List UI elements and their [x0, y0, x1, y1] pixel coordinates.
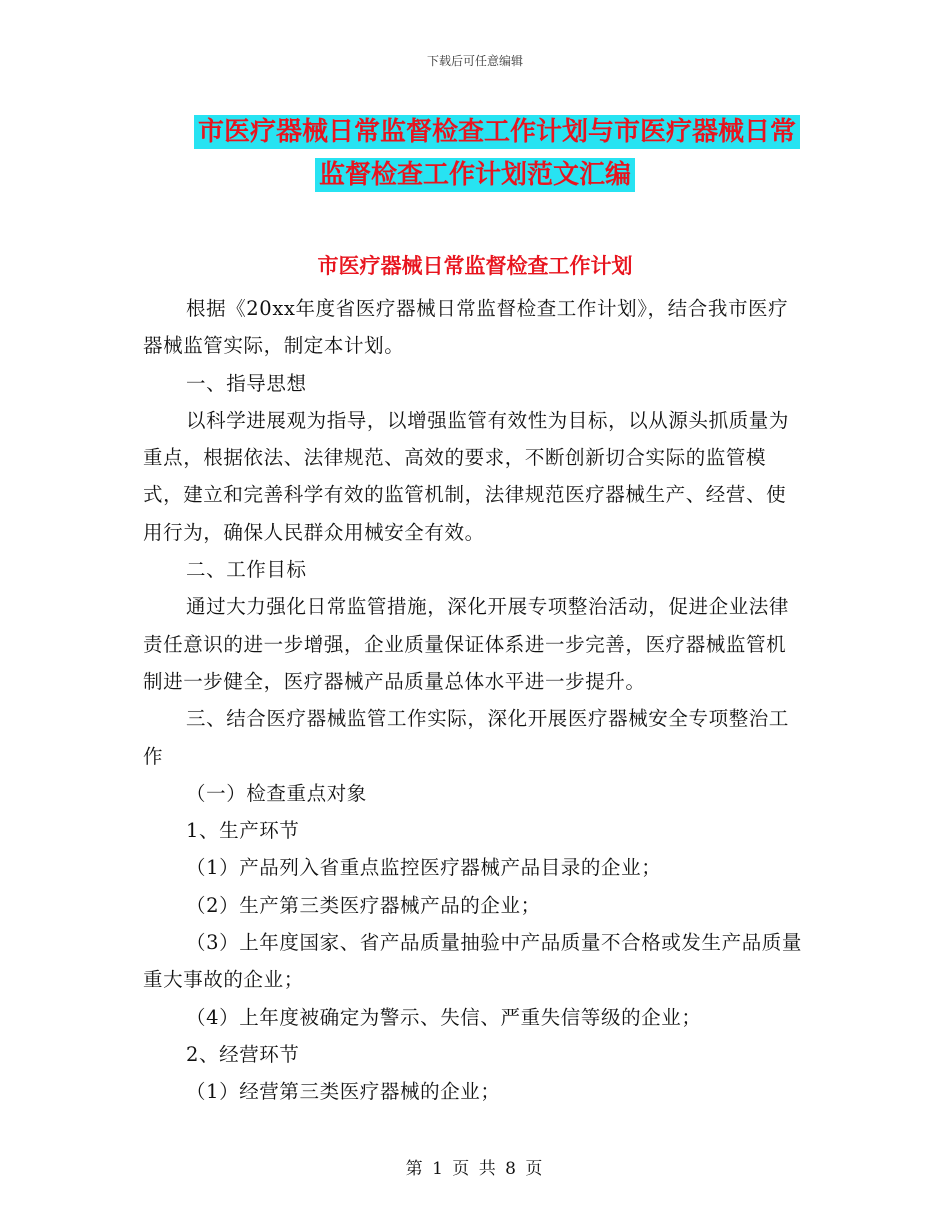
heading-work-goals: 二、工作目标 [186, 558, 307, 582]
title-highlight: 市医疗器械日常监督检查工作计划与市医疗器械日常 [194, 115, 800, 149]
list-item: （1）经营第三类医疗器械的企业； [186, 1080, 501, 1104]
page-number-footer: 第 1 页 共 8 页 [405, 1159, 545, 1179]
paragraph-work-goals: 通过大力强化日常监管措施，深化开展专项整治活动，促进企业法律责任意识的进一步增强，企业质量保证体系进一步完善，医疗器械监管机制进一步健全，医疗器械产品质量总体水平进一步提升。 [143, 595, 790, 693]
paragraph-guiding-ideology: 以科学进展观为指导，以增强监管有效性为目标，以从源头抓质量为重点，根据依法、法律规范、高效的要求，不断创新切合实际的监管模式，建立和完善科学有效的监管机制，法律规范医疗器械生产、经营、使用行为，确保人民群众用械安全有效。 [143, 408, 790, 544]
document-title-line-1 [22, 112, 950, 152]
heading-production-stage: 1、生产环节 [186, 819, 300, 843]
header-note: 下载后可任意编辑 [426, 54, 523, 68]
paragraph-intro: 根据《20xx年度省医疗器械日常监督检查工作计划》，结合我市医疗器械监管实际，制定本计划。 [143, 297, 789, 358]
heading-guiding-ideology: 一、指导思想 [186, 371, 307, 395]
document-title-line-2 [0, 155, 950, 195]
title-highlight: 监督检查工作计划范文汇编 [315, 158, 635, 192]
list-item: （4）上年度被确定为警示、失信、严重失信等级的企业； [186, 1005, 702, 1029]
section-title: 市医疗器械日常监督检查工作计划 [317, 254, 633, 278]
list-item: （1）产品列入省重点监控医疗器械产品目录的企业； [186, 856, 662, 880]
heading-special-rectification: 三、结合医疗器械监管工作实际，深化开展医疗器械安全专项整治工作 [143, 707, 790, 768]
document-body [143, 290, 805, 1111]
list-item: （2）生产第三类医疗器械产品的企业； [186, 893, 541, 917]
heading-operation-stage: 2、经营环节 [186, 1042, 300, 1066]
heading-key-inspection-targets: （一）检查重点对象 [186, 781, 367, 805]
list-item: （3）上年度国家、省产品质量抽验中产品质量不合格或发生产品质量重大事故的企业； [143, 931, 803, 992]
